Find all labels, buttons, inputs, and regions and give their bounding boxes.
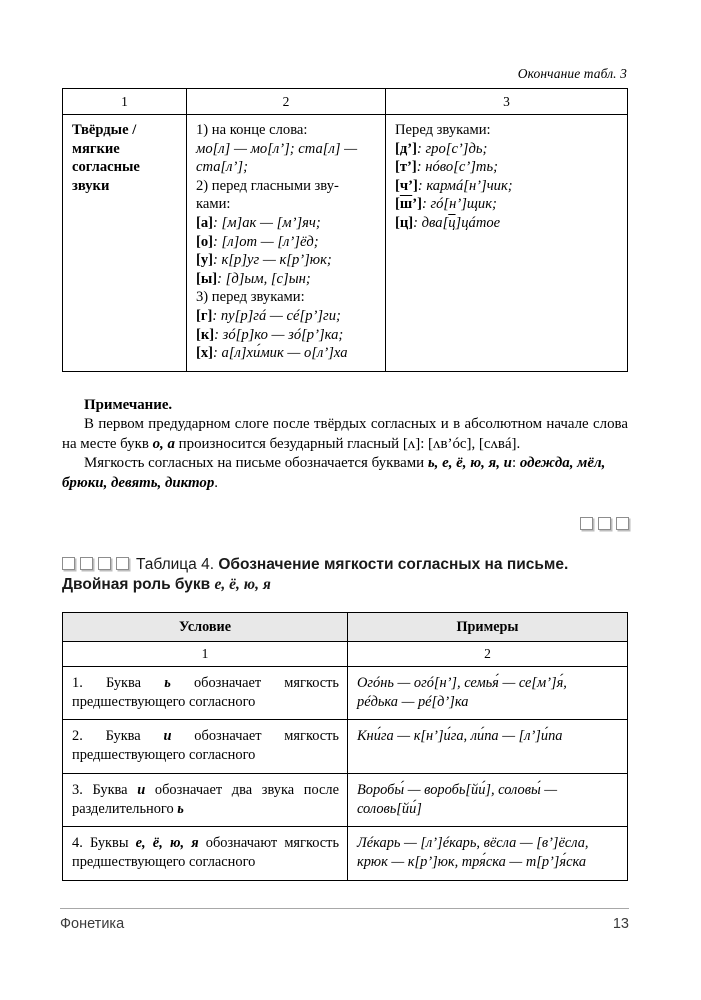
condition-text: 3. Буква	[72, 781, 138, 798]
table4-cell-condition	[63, 827, 348, 880]
table-4-title-line2: Двойная роль букв	[62, 576, 215, 594]
note-p1-letters: о, а	[152, 435, 175, 452]
table4-colnum-2: 2	[348, 642, 628, 667]
table4-header-row	[63, 613, 628, 642]
table-row	[63, 720, 628, 773]
square-icon	[116, 557, 129, 570]
page-footer	[60, 916, 629, 932]
text-line: [а]: [м]ак — [м’]яч;	[196, 214, 321, 231]
condition-text: обозначают мягкость предшествующего согласного	[72, 835, 340, 871]
table-row	[63, 115, 628, 372]
table-4-label: Таблица 4.	[136, 556, 219, 573]
text-line: [т’]: нóво[с’]ть;	[395, 159, 498, 176]
table4-colnum-row	[63, 642, 628, 667]
text-line: согласные	[72, 159, 140, 176]
table-row	[63, 773, 628, 826]
note-p2-letters: ь, е, ё, ю, я, и	[427, 455, 512, 472]
condition-text: обозначает мягкость предшествующего согласного	[72, 728, 339, 764]
example-line: Воробы́ — воробь[йи́], соловы́ —	[357, 781, 558, 798]
note-heading: Примечание.	[84, 397, 173, 413]
table3-cell-positions	[187, 115, 386, 372]
text-line: звуки	[72, 177, 110, 194]
table-row	[63, 827, 628, 880]
example-line: крюк — к[р’]юк, тря́ска — т[р’]я́ска	[357, 854, 587, 871]
footer-section-name: Фонетика	[60, 916, 125, 932]
table4-cell-examples	[348, 667, 628, 720]
text-line: [ц]: два[ц]цáтое	[395, 214, 501, 231]
note-p2-a: Мягкость согласных на письме обозначается буквами	[84, 455, 428, 472]
text-line: [ш’]: гó[н’]щик;	[395, 196, 497, 213]
note-p2-examples: одежда, мёл, брюки, девять, диктор	[62, 455, 606, 491]
condition-text: обозначает мягкость предшествующего согласного	[72, 675, 339, 710]
text-line: [х]: а[л]хи́мик — о[л’]ха	[196, 345, 348, 362]
table4-cell-examples	[348, 827, 628, 880]
condition-text: 4. Буквы	[72, 835, 136, 852]
table-4-title-line1: Обозначение мягкости согласных на письме.	[218, 556, 569, 573]
condition-text: 1. Буква	[72, 675, 165, 691]
table4-cell-condition	[63, 667, 348, 720]
table-4-caption	[62, 555, 632, 596]
decorative-squares-caption	[62, 557, 129, 570]
text-line: Перед звуками:	[395, 122, 491, 138]
table-4	[62, 612, 628, 881]
example-line: Лéкарь — [л’]éкарь, вёсла — [в’]ёсла,	[357, 835, 589, 852]
condition-letter: ь	[164, 675, 171, 691]
text-line: Твёрдые /	[72, 122, 137, 138]
table3-cell-before-sounds	[386, 115, 628, 372]
example-line: рéдька — рé[д’]ка	[357, 693, 469, 710]
table4-header-condition: Условие	[63, 613, 348, 642]
text-line: 1) на конце слова:	[196, 122, 308, 138]
text-line: мо[л] — мо[л’]; ста[л] —	[196, 140, 358, 157]
table4-cell-condition	[63, 720, 348, 773]
table3-continuation-caption: Окончание табл. 3	[517, 66, 627, 81]
table3-colnum-2: 2	[187, 89, 386, 115]
example-line: соловь[йи́]	[357, 800, 422, 817]
decorative-squares-right	[580, 517, 629, 530]
footer-page-number: 13	[612, 916, 629, 932]
square-icon	[580, 517, 593, 530]
table-row	[63, 667, 628, 720]
text-line: [у]: к[р]уг — к[р’]юк;	[196, 252, 332, 269]
square-icon	[62, 557, 75, 570]
text-line: ста[л’];	[196, 159, 248, 176]
text-line: [г]: пу[р]гá — сé[р’]ги;	[196, 307, 341, 324]
condition-letter: е, ё, ю, я	[135, 835, 199, 852]
table4-cell-examples	[348, 773, 628, 826]
table-4-title-letters: е, ё, ю, я	[214, 576, 271, 594]
square-icon	[598, 517, 611, 530]
table4-cell-condition	[63, 773, 348, 826]
table-3-continued	[62, 88, 628, 372]
table3-cell-term	[63, 115, 187, 372]
square-icon	[80, 557, 93, 570]
example-line: Кни́га — к[н’]и́га, ли́па — [л’]и́па	[357, 728, 563, 745]
note-block	[62, 396, 628, 493]
table4-colnum-1: 1	[63, 642, 348, 667]
text-line: [ч’]: кармá[н’]чик;	[395, 177, 513, 194]
condition-letter: и	[137, 781, 146, 798]
text-line: мягкие	[72, 140, 120, 157]
square-icon	[616, 517, 629, 530]
square-icon	[98, 557, 111, 570]
table4-cell-examples	[348, 720, 628, 773]
text-line: 2) перед гласными зву-	[196, 177, 339, 194]
condition-letter: ь	[177, 800, 184, 817]
note-p2-c: :	[511, 455, 520, 472]
note-paragraph-2	[62, 454, 628, 493]
text-line: [ы]: [д]ым, [с]ын;	[196, 270, 311, 287]
table3-colnum-1: 1	[63, 89, 187, 115]
footer-divider	[60, 908, 629, 909]
text-line: ками:	[196, 196, 231, 213]
text-line: 3) перед звуками:	[196, 289, 305, 306]
table4-header-examples: Примеры	[348, 613, 628, 642]
condition-text: обозначает два звука после разделительного	[72, 781, 339, 817]
table-row-column-numbers	[63, 89, 628, 115]
text-line: [д’]: гро[с’]дь;	[395, 140, 488, 157]
text-line: [о]: [л]от — [л’]ёд;	[196, 233, 319, 250]
note-p2-e: .	[214, 474, 219, 491]
condition-text: 2. Буква	[72, 728, 164, 745]
text-line: [к]: зó[р]ко — зó[р’]ка;	[196, 326, 344, 343]
note-p1-a: В первом предударном слоге после твёрдых согласных и в абсолютном начале слова на месте букв	[62, 416, 628, 452]
table3-colnum-3: 3	[386, 89, 628, 115]
note-paragraph-1	[62, 415, 628, 454]
note-p1-c: произносится безударный гласный [ʌ]: [ʌв’óс], [сʌвá].	[174, 435, 521, 452]
example-line: Огóнь — огó[н’], семья́ — се[м’]я́,	[357, 675, 567, 691]
condition-letter: и	[163, 728, 172, 745]
